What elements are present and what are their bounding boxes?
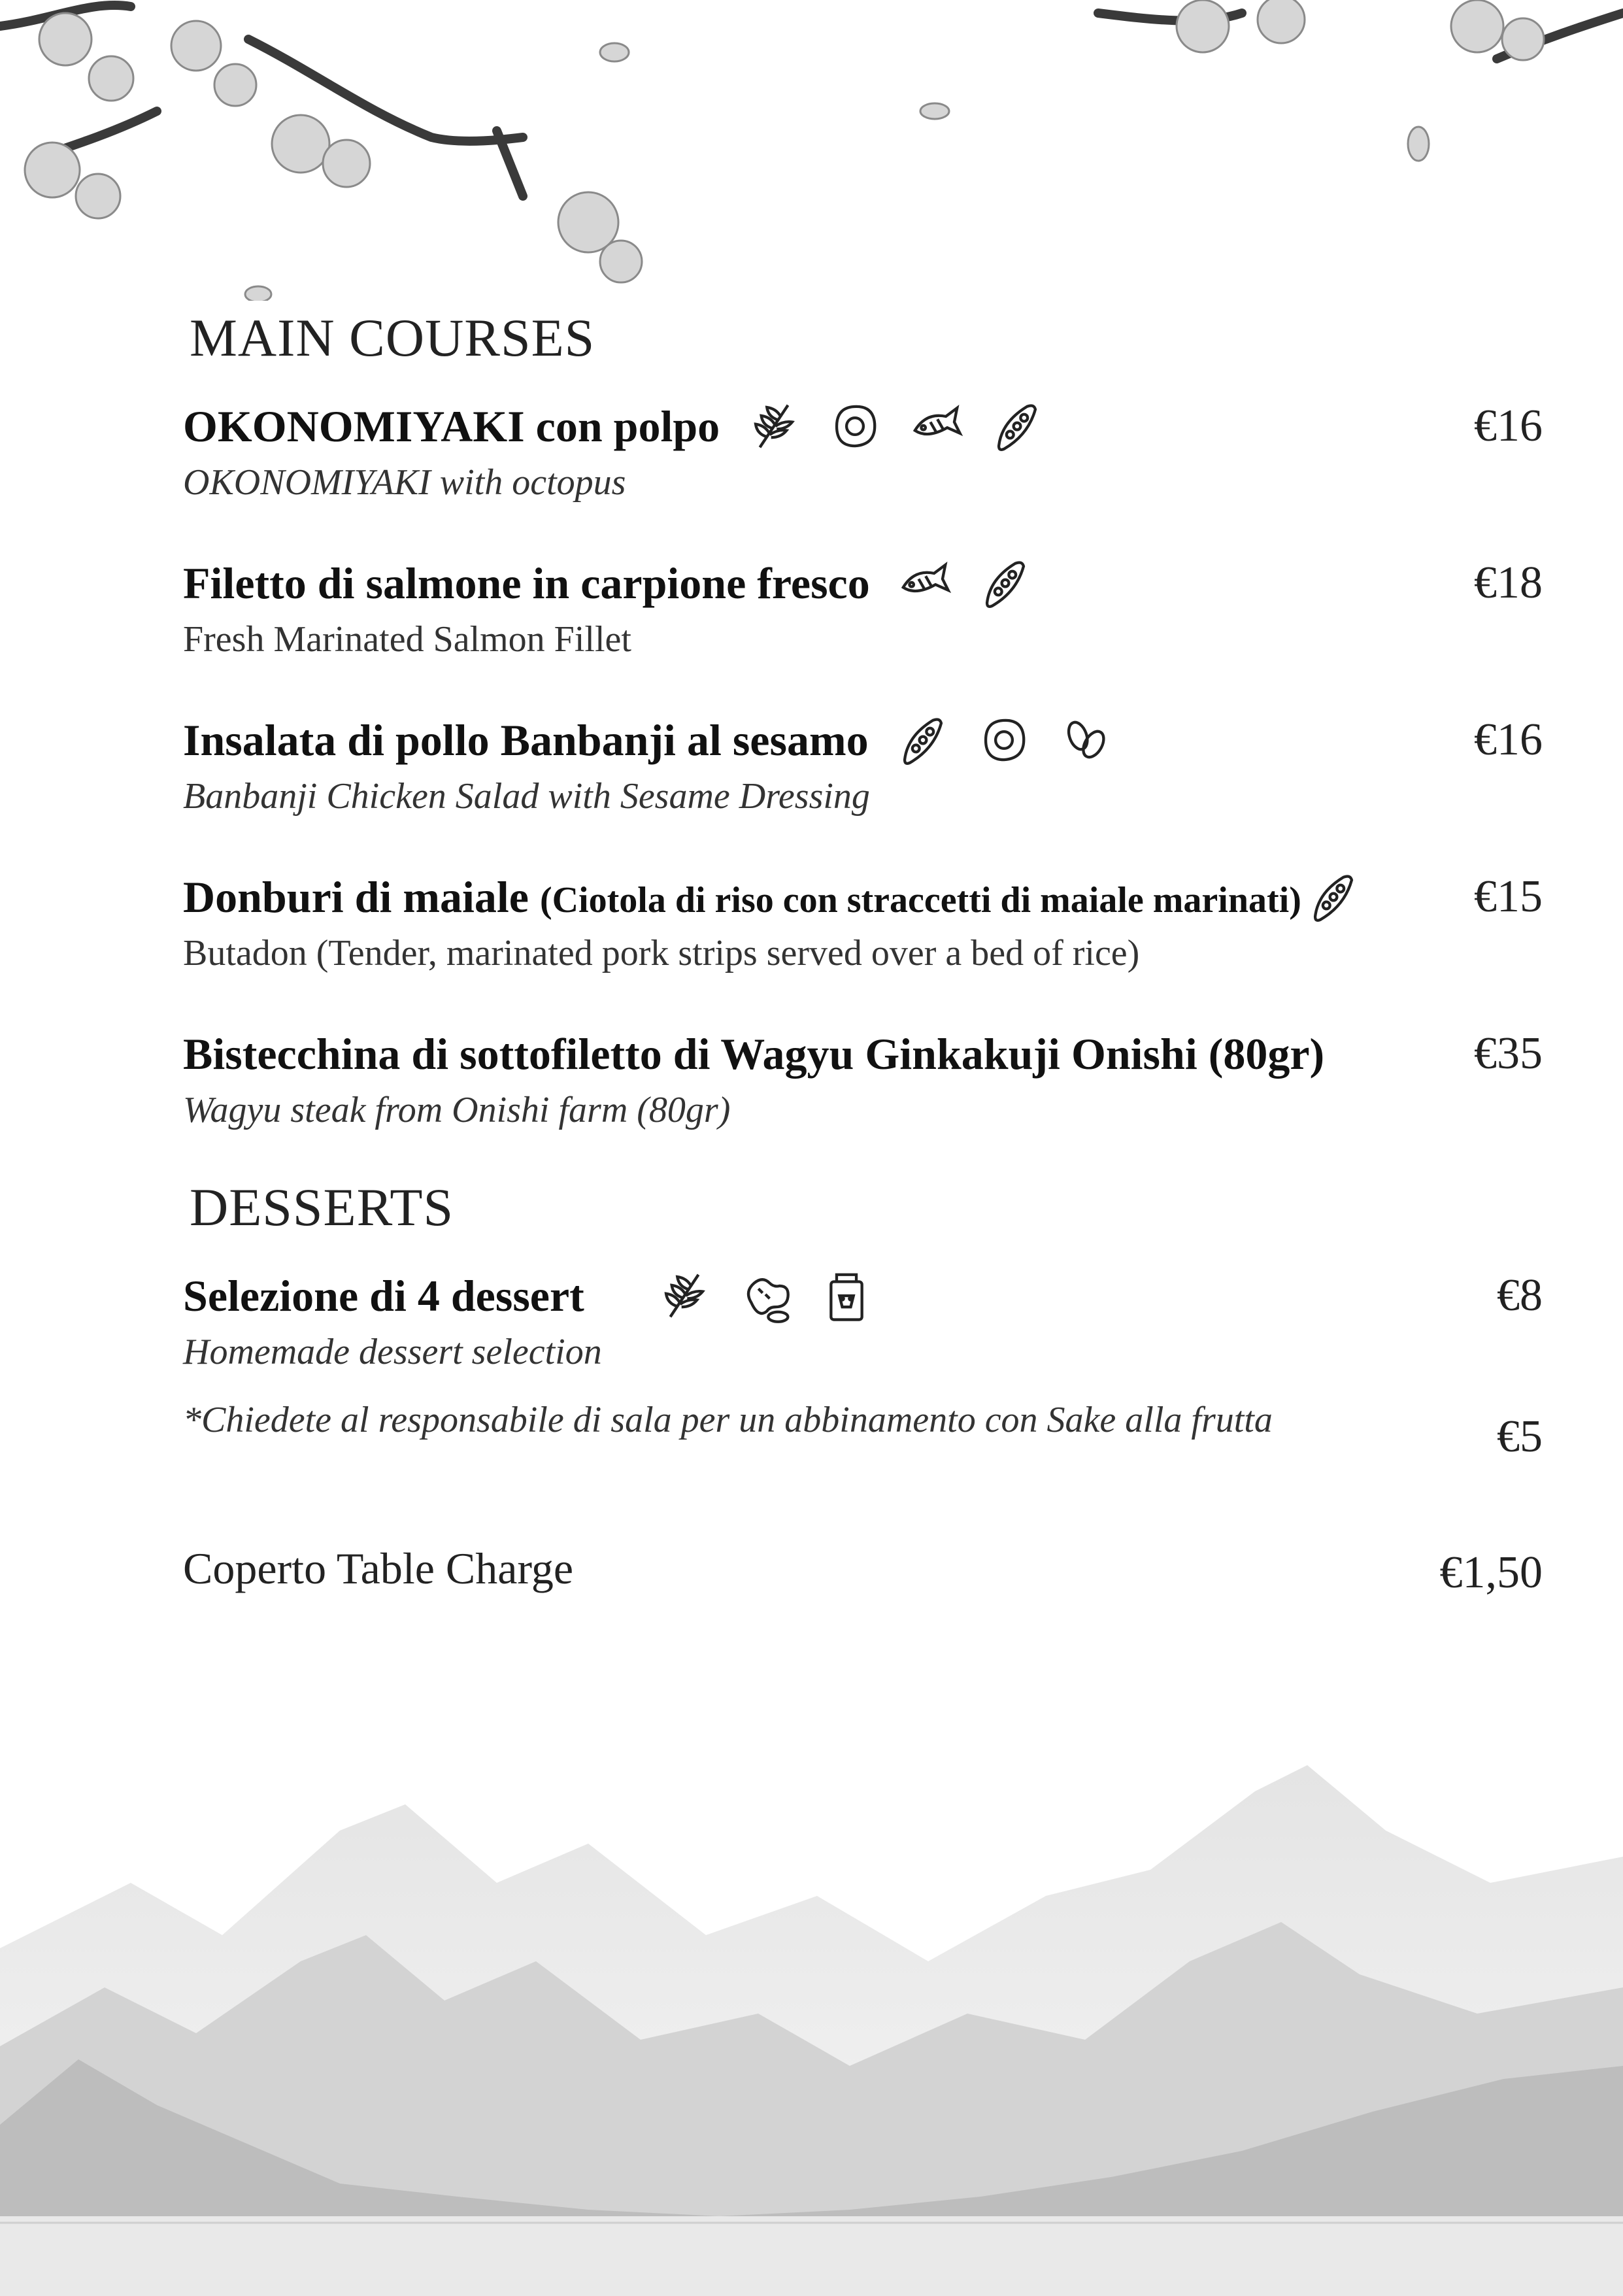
item-translation: Butadon (Tender, marinated pork strips served over a bed of rice) [183, 933, 1140, 973]
gluten-icon [746, 398, 802, 454]
table-charge-label: Coperto Table Charge [183, 1544, 574, 1593]
sesame-icon [1057, 712, 1113, 768]
item-translation: Fresh Marinated Salmon Fillet [183, 619, 631, 660]
note-text: *Chiedete al responsabile di sala per un abbinamento con Sake alla frutta [183, 1400, 1273, 1440]
soy-icon [977, 555, 1033, 611]
item-name-main: Donburi di maiale [183, 871, 529, 922]
section-title-main-courses: MAIN COURSES [190, 308, 595, 367]
fish-icon [908, 398, 964, 454]
item-translation: Homemade dessert selection [183, 1332, 602, 1372]
egg-icon [827, 398, 883, 454]
allergen-icons [656, 1268, 875, 1324]
table-charge-price: €1,50 [1439, 1547, 1543, 1598]
allergen-icons [746, 398, 1045, 454]
item-price: €35 [1474, 1028, 1543, 1079]
item-name [183, 871, 1301, 923]
item-translation: OKONOMIYAKI with octopus [183, 462, 626, 503]
note-price: €5 [1497, 1411, 1543, 1462]
item-name: Insalata di pollo Banbanji al sesamo [183, 715, 869, 765]
item-name: OKONOMIYAKI con polpo [183, 401, 720, 451]
allergen-icons [896, 555, 1033, 611]
allergen-icons [1305, 869, 1362, 925]
item-price: €16 [1474, 715, 1543, 765]
menu-item-salmon [183, 552, 1543, 660]
gluten-icon [656, 1268, 712, 1324]
menu-item-okonomiyaki [183, 395, 1543, 503]
item-translation: Wagyu steak from Onishi farm (80gr) [183, 1090, 731, 1130]
allergen-icons [895, 712, 1113, 768]
menu-item-banbanji [183, 709, 1543, 817]
item-name: Bistecchina di sottofiletto di Wagyu Ginkakuji Onishi (80gr) [183, 1028, 1325, 1079]
item-price: €8 [1497, 1270, 1543, 1321]
item-price: €15 [1474, 871, 1543, 922]
fish-icon [896, 555, 952, 611]
table-charge [183, 1543, 1543, 1615]
menu-item-wagyu [183, 1022, 1543, 1131]
soy-icon [989, 398, 1045, 454]
menu-item-dessert-selection [183, 1264, 1543, 1373]
cherry-blossom-decoration [0, 0, 1623, 301]
item-translation: Banbanji Chicken Salad with Sesame Dressing [183, 776, 870, 817]
egg-icon [976, 712, 1032, 768]
menu-item-donburi [183, 866, 1543, 974]
milk-icon [818, 1268, 875, 1324]
item-name-extra: (Ciotola di riso con straccetti di maiale marinati) [539, 879, 1301, 920]
sake-pairing-note [183, 1399, 1543, 1477]
soy-icon [1305, 869, 1362, 925]
menu-page [183, 307, 1543, 1615]
item-price: €16 [1474, 401, 1543, 451]
peanut-icon [737, 1268, 794, 1324]
section-title-desserts: DESSERTS [190, 1177, 454, 1237]
item-name: Selezione di 4 dessert [183, 1270, 584, 1321]
soy-icon [895, 712, 951, 768]
item-price: €18 [1474, 558, 1543, 608]
item-name: Filetto di salmone in carpione fresco [183, 558, 870, 608]
